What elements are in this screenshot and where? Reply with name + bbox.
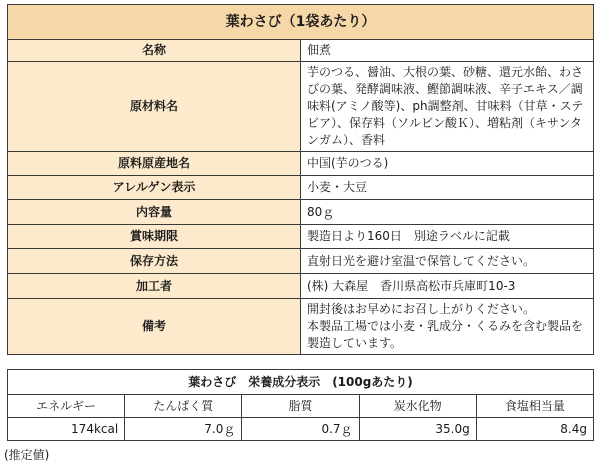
header-energy: エネルギー <box>8 395 125 418</box>
table-row <box>8 40 594 62</box>
label-notes: 備考 <box>8 299 301 355</box>
value-salt: 8.4g <box>476 418 593 441</box>
label-origin: 原料原産地名 <box>8 152 301 176</box>
table-row <box>8 62 594 152</box>
label-storage: 保存方法 <box>8 249 301 274</box>
value-processor: (株) 大森屋 香川県高松市兵庫町10-3 <box>301 274 594 299</box>
table-row <box>8 274 594 299</box>
estimate-note: (推定値) <box>4 448 50 462</box>
product-info-table <box>7 4 594 355</box>
value-notes <box>301 299 594 355</box>
value-origin: 中国(芋のつる) <box>301 152 594 176</box>
label-content: 内容量 <box>8 200 301 225</box>
nutrition-header-row <box>8 395 594 418</box>
value-name: 佃煮 <box>301 40 594 62</box>
nutrition-title: 葉わさび 栄養成分表示 (100gあたり) <box>8 370 594 395</box>
table-row <box>8 249 594 274</box>
label-ingredients: 原材料名 <box>8 62 301 152</box>
value-protein: 7.0ｇ <box>125 418 242 441</box>
table-row <box>8 200 594 225</box>
value-allergen: 小麦・大豆 <box>301 176 594 200</box>
nutrition-table <box>7 369 594 441</box>
value-content: 80ｇ <box>301 200 594 225</box>
table-row <box>8 299 594 355</box>
value-fat: 0.7ｇ <box>242 418 359 441</box>
header-salt: 食塩相当量 <box>476 395 593 418</box>
table-row <box>8 225 594 249</box>
table-row <box>8 176 594 200</box>
value-energy: 174kcal <box>8 418 125 441</box>
label-allergen: アレルゲン表示 <box>8 176 301 200</box>
header-fat: 脂質 <box>242 395 359 418</box>
value-storage: 直射日光を避け室温で保管してください。 <box>301 249 594 274</box>
label-best-before: 賞味期限 <box>8 225 301 249</box>
notes-line-1: 開封後はお早めにお召し上がりください。 <box>307 302 536 316</box>
value-ingredients: 芋のつる、醤油、大根の葉、砂糖、還元水飴、わさびの葉、発酵調味液、鰹節調味液、辛子エキス／調味料(アミノ酸等)、ph調整剤、甘味料（甘草・ステビア）、保存料（ソルビン酸Ｋ）、増粘剤（キサンタンガム）、香料 <box>301 62 594 152</box>
nutrition-value-row <box>8 418 594 441</box>
value-best-before: 製造日より160日 別途ラベルに記載 <box>301 225 594 249</box>
value-carbohydrate: 35.0g <box>359 418 476 441</box>
notes-line-2: 本製品工場では小麦・乳成分・くるみを含む製品を製造しています。 <box>307 319 584 350</box>
product-title: 葉わさび（1袋あたり） <box>8 5 594 40</box>
header-protein: たんぱく質 <box>125 395 242 418</box>
header-carbohydrate: 炭水化物 <box>359 395 476 418</box>
label-name: 名称 <box>8 40 301 62</box>
label-processor: 加工者 <box>8 274 301 299</box>
table-row <box>8 152 594 176</box>
